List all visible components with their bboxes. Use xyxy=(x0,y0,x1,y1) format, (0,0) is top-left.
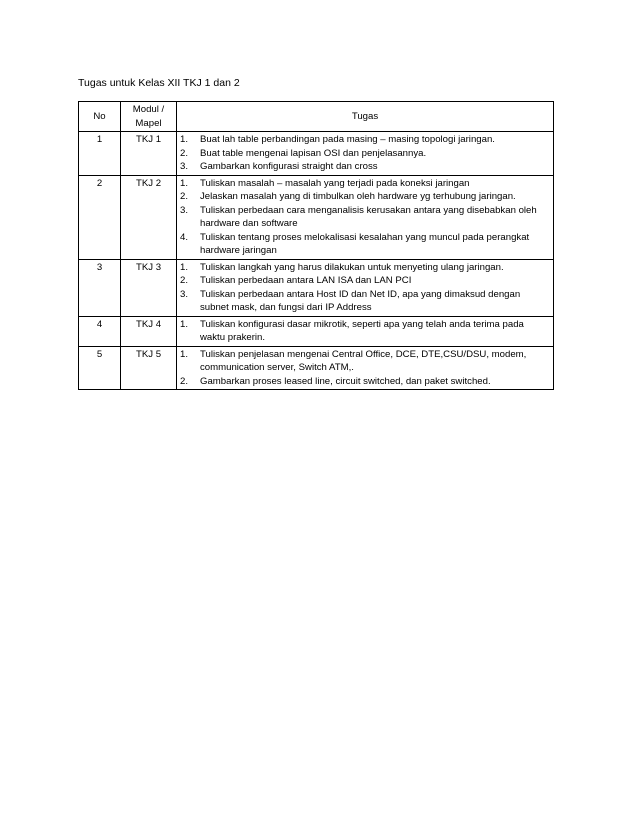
table-body xyxy=(79,132,554,390)
table-row xyxy=(79,175,554,259)
task-item xyxy=(180,261,550,275)
task-number: 2. xyxy=(180,275,189,286)
task-item xyxy=(180,288,550,315)
task-text: Buat table mengenai lapisan OSI dan penjelasannya. xyxy=(200,147,427,159)
task-number: 1. xyxy=(180,318,189,330)
row-number: 1 xyxy=(79,132,121,176)
task-number: 1. xyxy=(180,348,189,360)
task-number: 1. xyxy=(180,134,189,145)
task-list xyxy=(180,348,550,389)
row-tasks xyxy=(177,175,554,259)
table-row xyxy=(79,259,554,316)
task-list xyxy=(180,133,550,174)
row-mapel: TKJ 4 xyxy=(121,316,177,346)
row-number: 2 xyxy=(79,175,121,259)
task-number: 1. xyxy=(180,177,189,189)
task-item xyxy=(180,318,550,345)
task-text: Tuliskan masalah – masalah yang terjadi pada koneksi jaringan xyxy=(200,177,470,189)
task-number: 2. xyxy=(180,191,189,202)
row-mapel: TKJ 5 xyxy=(121,346,177,390)
task-list xyxy=(180,318,550,345)
task-item xyxy=(180,348,550,375)
task-item xyxy=(180,190,550,204)
task-text: Tuliskan penjelasan mengenai Central Office, DCE, DTE,CSU/DSU, modem, communication server, Switch ATM,. xyxy=(200,348,527,373)
task-item xyxy=(180,375,550,389)
row-tasks xyxy=(177,316,554,346)
task-item xyxy=(180,147,550,161)
task-number: 1. xyxy=(180,261,189,273)
task-text: Tuliskan perbedaan antara Host ID dan Net ID, apa yang dimaksud dengan subnet mask, dan fungsi dari IP Address xyxy=(200,288,521,313)
task-number: 2. xyxy=(180,147,189,159)
task-number: 2. xyxy=(180,375,189,387)
row-mapel: TKJ 1 xyxy=(121,132,177,176)
table-header-row xyxy=(79,102,554,132)
table-row xyxy=(79,346,554,390)
row-tasks xyxy=(177,132,554,176)
task-text: Tuliskan perbedaan cara menganalisis kerusakan antara yang disebabkan oleh hardware dan software xyxy=(200,204,537,229)
row-number: 4 xyxy=(79,316,121,346)
task-text: Jelaskan masalah yang di timbulkan oleh hardware yg terhubung jaringan. xyxy=(200,191,516,202)
task-item xyxy=(180,133,550,147)
row-number: 3 xyxy=(79,259,121,316)
row-tasks xyxy=(177,346,554,390)
task-number: 3. xyxy=(180,161,189,172)
row-number: 5 xyxy=(79,346,121,390)
task-text: Tuliskan perbedaan antara LAN ISA dan LAN PCI xyxy=(200,275,412,286)
table-row xyxy=(79,316,554,346)
header-no: No xyxy=(79,102,121,132)
task-item xyxy=(180,160,550,174)
row-mapel: TKJ 3 xyxy=(121,259,177,316)
task-text: Gambarkan proses leased line, circuit switched, dan paket switched. xyxy=(200,375,491,387)
table-row xyxy=(79,132,554,176)
page-heading: Tugas untuk Kelas XII TKJ 1 dan 2 xyxy=(78,77,240,89)
task-text: Tuliskan langkah yang harus dilakukan untuk menyeting ulang jaringan. xyxy=(200,261,504,273)
task-item xyxy=(180,231,550,258)
header-mapel: Modul / Mapel xyxy=(121,102,177,132)
assignment-table xyxy=(78,101,554,390)
task-text: Tuliskan tentang proses melokalisasi kesalahan yang muncul pada perangkat hardware jaringan xyxy=(200,231,530,256)
task-text: Gambarkan konfigurasi straight dan cross xyxy=(200,161,378,172)
task-list xyxy=(180,177,550,258)
header-tugas: Tugas xyxy=(177,102,554,132)
row-mapel: TKJ 2 xyxy=(121,175,177,259)
task-item xyxy=(180,204,550,231)
task-list xyxy=(180,261,550,315)
task-item xyxy=(180,274,550,288)
task-number: 3. xyxy=(180,204,189,216)
row-tasks xyxy=(177,259,554,316)
task-number: 4. xyxy=(180,231,189,243)
task-text: Tuliskan konfigurasi dasar mikrotik, seperti apa yang telah anda terima pada waktu prakerin. xyxy=(200,318,524,343)
task-item xyxy=(180,177,550,191)
task-text: Buat lah table perbandingan pada masing – masing topologi jaringan. xyxy=(200,134,495,145)
task-number: 3. xyxy=(180,288,189,300)
